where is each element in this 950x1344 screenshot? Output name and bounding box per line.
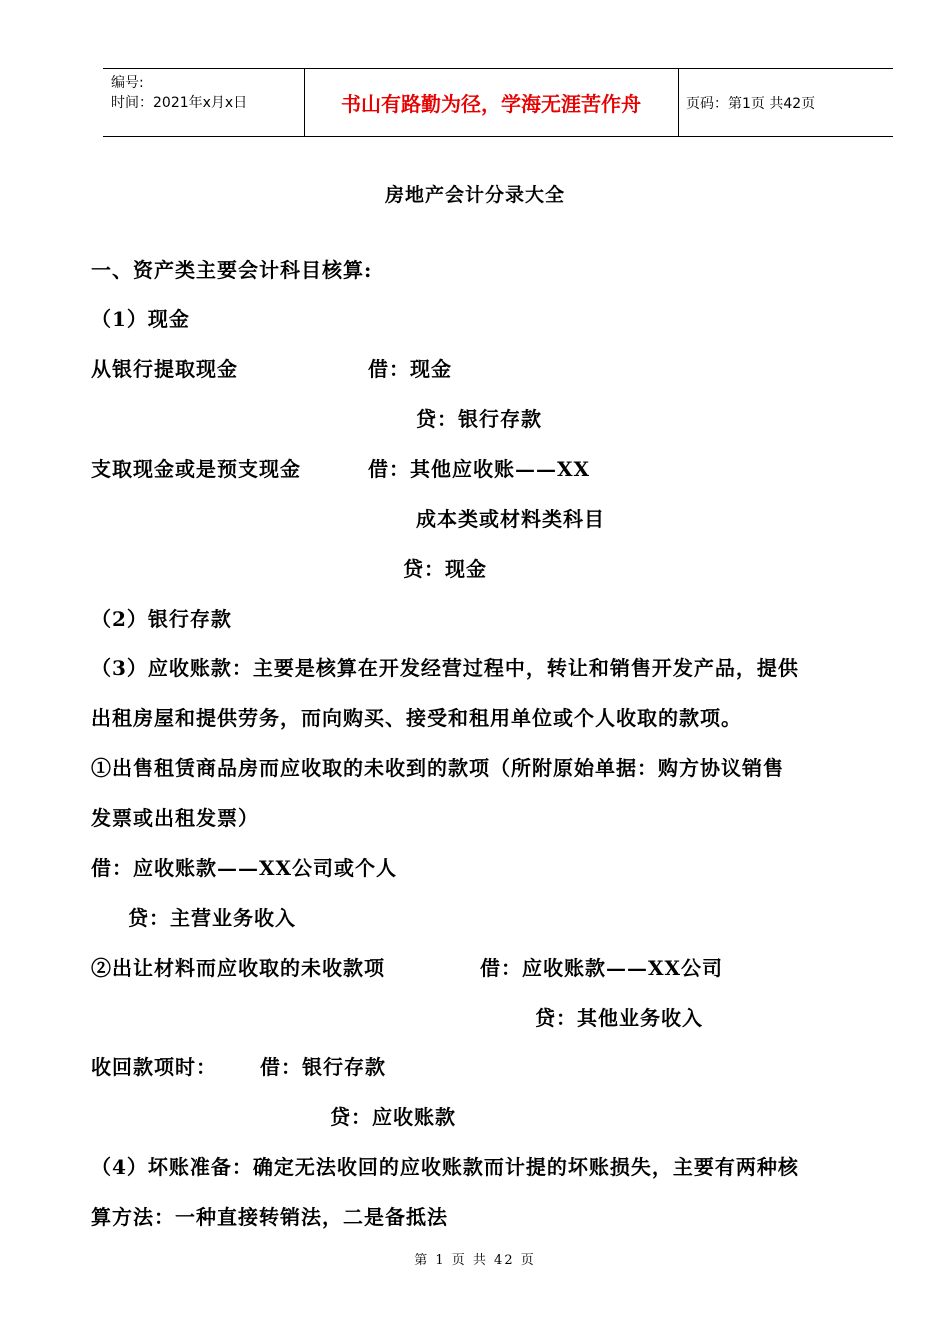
- paragraph-line: 出租房屋和提供劳务，而向购买、接受和租用单位或个人收取的款项。: [91, 706, 742, 730]
- paragraph-line: ①出售租赁商品房而应收取的未收到的款项（所附原始单据：购方协议销售: [91, 756, 784, 780]
- entry-label: 支取现金或是预支现金: [91, 457, 301, 481]
- divider: [678, 69, 679, 136]
- debit-line: 借：应收账款——XX公司: [480, 956, 724, 980]
- paragraph-line: 算方法：一种直接转销法，二是备抵法: [91, 1205, 448, 1229]
- entry-label: 从银行提取现金: [91, 357, 238, 381]
- paragraph-line: （3）应收账款：主要是核算在开发经营过程中，转让和销售开发产品，提供: [91, 656, 799, 680]
- entry-label: 收回款项时：: [91, 1055, 217, 1079]
- item-cash: （1）现金: [91, 307, 190, 331]
- debit-line: 成本类或材料类科目: [416, 507, 605, 531]
- header-info: [111, 73, 247, 113]
- header-table: [103, 68, 893, 137]
- debit-line: 借：其他应收账——XX: [368, 457, 591, 481]
- entry-label: ②出让材料而应收取的未收款项: [91, 956, 385, 980]
- credit-line: 贷：应收账款: [330, 1105, 456, 1129]
- motto: 书山有路勤为径，学海无涯苦作舟: [341, 92, 641, 116]
- section-heading: 一、资产类主要会计科目核算:: [91, 258, 373, 282]
- paragraph-line: （4）坏账准备：确定无法收回的应收账款而计提的坏账损失，主要有两种核: [91, 1155, 799, 1179]
- time-label: 时间：2021年x月x日: [111, 95, 248, 111]
- credit-line: 贷：主营业务收入: [128, 906, 296, 930]
- page-footer: 第 1 页 共 42 页: [414, 1253, 536, 1268]
- number-label: 编号:: [111, 75, 144, 91]
- credit-line: 贷：银行存款: [416, 407, 542, 431]
- document-title: 房地产会计分录大全: [384, 184, 565, 206]
- item-bank-deposit: （2）银行存款: [91, 607, 232, 631]
- debit-line: 借：应收账款——XX公司或个人: [91, 856, 398, 880]
- debit-line: 借：银行存款: [260, 1055, 386, 1079]
- paragraph-line: 发票或出租发票）: [91, 806, 259, 830]
- credit-line: 贷：现金: [403, 557, 487, 581]
- credit-line: 贷：其他业务收入: [535, 1006, 703, 1030]
- debit-line: 借：现金: [368, 357, 452, 381]
- page-indicator: 页码：第1页 共42页: [686, 95, 816, 112]
